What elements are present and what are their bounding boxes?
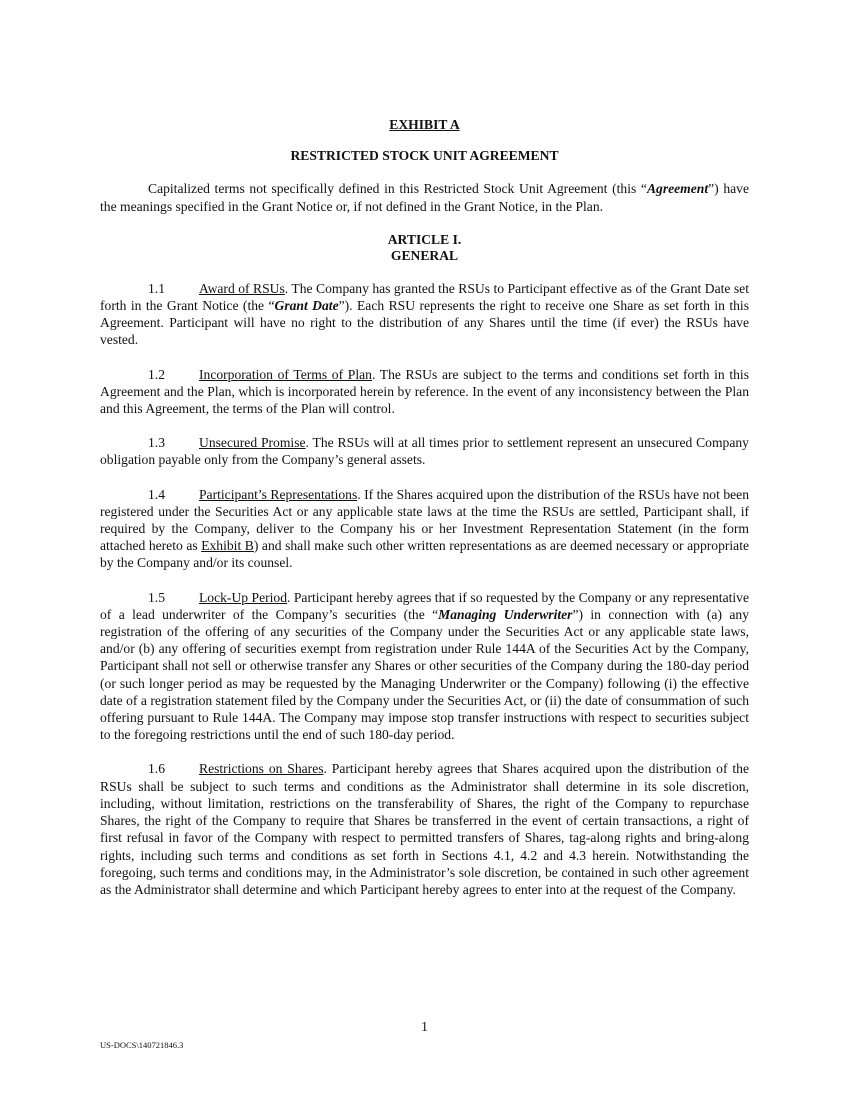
section-heading: Incorporation of Terms of Plan xyxy=(199,366,372,382)
section-1-6: 1.6 Restrictions on Shares. Participant hereby agrees that Shares acquired upon the distribution of the RSUs shall be subject to such terms and conditions as the Administrator shall determine in its sole discretion, including, without limitation, restrictions on the transferability of Shares, the right of the Company to repurchase Shares, the right of the Company to require that Shares be transferred in the event of certain transactions, a right of first refusal in favor of the Company with respect to permitted transfers of Shares, tag-along rights and bring-along rights, including such terms and conditions as set forth in Sections 4.1, 4.2 and 4.3 herein. Notwithstanding the foregoing, such terms and conditions may, in the Administrator’s sole discretion, be contained in such other agreement as the Administrator shall determine and which Participant hereby agrees to enter into at the request of the Company. xyxy=(100,761,749,897)
defined-term-managing-underwriter: Managing Underwriter xyxy=(438,606,573,622)
section-number: 1.4 xyxy=(148,486,165,502)
intro-paragraph: Capitalized terms not specifically defined in this Restricted Stock Unit Agreement (this “Agreement”) have the meanings specified in the Grant Notice or, if not defined in the Grant Notice, in the Plan. xyxy=(100,181,749,214)
page-number: 1 xyxy=(421,1019,428,1034)
exhibit-b-reference: Exhibit B xyxy=(201,538,254,554)
section-1-1: 1.1 Award of RSUs. The Company has granted the RSUs to Participant effective as of the Grant Date set forth in the Grant Notice (the “Grant Date”). Each RSU represents the right to receive one Share as set forth in this Agreement. Participant will have no right to the distribution of any Shares until the time (if ever) the RSUs have vested. xyxy=(100,280,749,348)
section-heading: Restrictions on Shares xyxy=(199,761,324,777)
section-number: 1.1 xyxy=(148,280,165,296)
document-id: US-DOCS\140721846.3 xyxy=(100,1040,184,1050)
exhibit-title: EXHIBIT A xyxy=(389,117,460,132)
document-page xyxy=(100,116,749,915)
section-heading: Unsecured Promise xyxy=(199,435,306,451)
article-number: ARTICLE I. xyxy=(387,231,462,247)
section-number: 1.5 xyxy=(148,589,165,605)
section-1-4: 1.4 Participant’s Representations. If the Shares acquired upon the distribution of the RSUs have not been registered under the Securities Act or any applicable state laws at the time the RSUs are settled, Participant shall, if required by the Company, deliver to the Company his or her Investment Representation Statement (in the form attached hereto as Exhibit B) and shall make such other written representations as are deemed necessary or appropriate by the Company and/or its counsel. xyxy=(100,486,750,571)
section-1-3: 1.3 Unsecured Promise. The RSUs will at all times prior to settlement represent an unsecured Company obligation payable only from the Company’s general assets. xyxy=(100,435,749,468)
defined-term-agreement: Agreement xyxy=(646,181,709,197)
section-heading: Award of RSUs xyxy=(199,280,285,296)
section-number: 1.2 xyxy=(148,366,165,382)
section-number: 1.6 xyxy=(148,761,165,777)
section-number: 1.3 xyxy=(148,435,165,451)
section-1-2: 1.2 Incorporation of Terms of Plan. The RSUs are subject to the terms and conditions set forth in this Agreement and the Plan, which is incorporated herein by reference. In the event of any inconsistency between the Plan and this Agreement, the terms of the Plan will control. xyxy=(100,366,749,417)
section-heading: Participant’s Representations xyxy=(199,486,358,502)
section-1-5: 1.5 Lock-Up Period. Participant hereby agrees that if so requested by the Company or any representative of a lead underwriter of the Company’s securities (the “Managing Underwriter”) in connection with (a) any registration of the offering of any securities of the Company under the Securities Act or any applicable state laws, and/or (b) any offering of securities exempt from registration under Rule 144A of the Securities Act by the Company, Participant shall not sell or otherwise transfer any Shares or other securities of the Company during the 180-day period (or such longer period as may be requested by the Managing Underwriter or the Company) following (i) the effective date of a registration statement filed by the Company under the Securities Act, or (ii) the date of consummation of such offering pursuant to Rule 144A. The Company may impose stop transfer instructions with respect to securities subject to the foregoing restrictions until the end of such 180-day period. xyxy=(100,589,749,743)
section-heading: Lock-Up Period xyxy=(199,589,288,605)
agreement-title: RESTRICTED STOCK UNIT AGREEMENT xyxy=(290,148,559,164)
article-title: GENERAL xyxy=(390,247,459,263)
article-heading xyxy=(100,232,749,264)
defined-term-grant-date: Grant Date xyxy=(274,298,339,314)
